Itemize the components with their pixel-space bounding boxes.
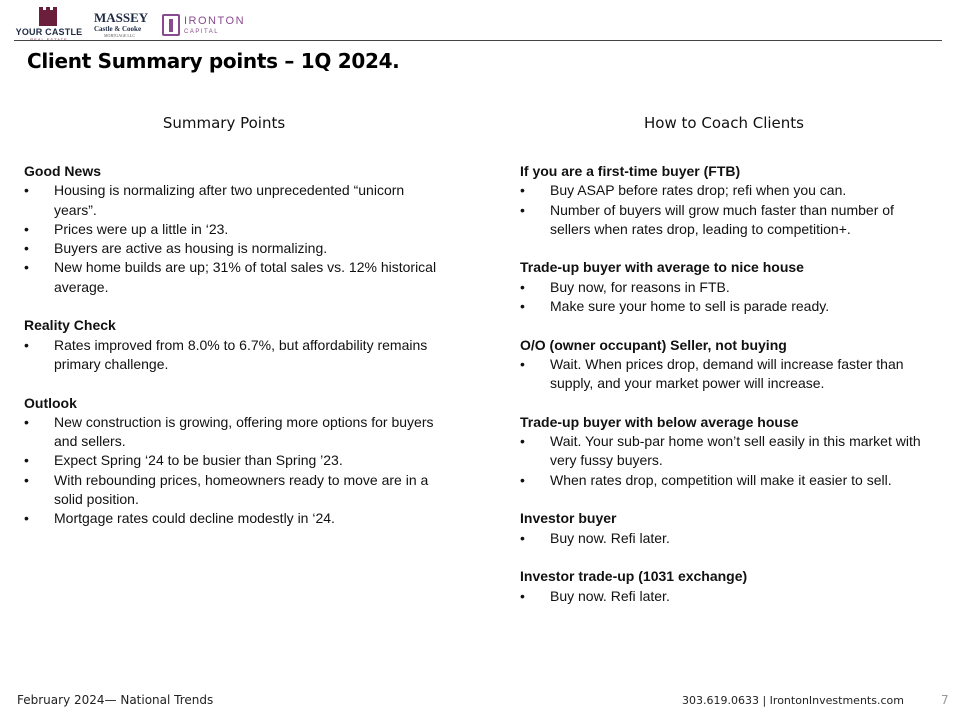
section-trade-up-below-average	[520, 413, 932, 490]
section-title: Investor trade-up (1031 exchange)	[520, 568, 748, 585]
section-reality-check	[24, 316, 444, 374]
section-title: Trade-up buyer with below average house	[520, 413, 799, 430]
coach-clients-heading: How to Coach Clients	[644, 114, 804, 132]
header-logos	[14, 8, 245, 40]
bullet-item: • Wait. When prices drop, demand will increase faster than supply, and your market power will increase.	[520, 355, 932, 394]
header-divider	[14, 40, 942, 41]
massey-logo	[94, 10, 152, 40]
page-number: 7	[941, 693, 949, 707]
footer-date-label: February 2024— National Trends	[17, 693, 214, 707]
section-owner-occupant-seller	[520, 336, 932, 394]
bullet-item: • Buy now. Refi later.	[520, 587, 932, 606]
bullet-item: • New home builds are up; 31% of total sales vs. 12% historical average.	[24, 258, 444, 297]
ironton-logo-name: IRONTON	[184, 14, 246, 27]
massey-logo-name: MASSEY	[94, 10, 149, 25]
ironton-logo	[162, 10, 245, 40]
section-title: Trade-up buyer with average to nice house	[520, 259, 804, 276]
bullet-item: • Buy now. Refi later.	[520, 529, 932, 548]
bullet-item: • With rebounding prices, homeowners ready to move are in a solid position.	[24, 471, 444, 510]
section-outlook	[24, 394, 444, 529]
section-title: Outlook	[24, 394, 77, 411]
section-first-time-buyer	[520, 162, 932, 239]
your-castle-logo	[14, 10, 84, 40]
summary-points-column	[24, 162, 444, 548]
bullet-item: • Rates improved from 8.0% to 6.7%, but affordability remains primary challenge.	[24, 336, 444, 375]
section-investor-trade-up	[520, 567, 932, 606]
section-good-news	[24, 162, 444, 297]
bullet-item: • Housing is normalizing after two unprecedented “unicorn years”.	[24, 181, 444, 220]
ironton-mark-icon	[162, 14, 180, 36]
coach-clients-column	[520, 162, 932, 625]
summary-points-heading: Summary Points	[162, 114, 286, 132]
bullet-item: • Mortgage rates could decline modestly in ‘24.	[24, 509, 444, 528]
section-title: Good News	[24, 163, 102, 179]
slide-title: Client Summary points – 1Q 2024.	[27, 49, 400, 73]
massey-logo-tag: MORTGAGE LLC	[104, 33, 135, 38]
bullet-item: • Prices were up a little in ‘23.	[24, 220, 444, 239]
ironton-logo-sub: CAPITAL	[184, 28, 220, 35]
massey-logo-sub: Castle & Cooke	[94, 25, 142, 33]
section-title: If you are a first-time buyer (FTB)	[520, 163, 741, 179]
section-title: Investor buyer	[520, 510, 617, 527]
bullet-item: • Expect Spring ‘24 to be busier than Spring ’23.	[24, 451, 444, 470]
section-investor-buyer	[520, 509, 932, 548]
bullet-item: • Buy now, for reasons in FTB.	[520, 278, 932, 297]
your-castle-logo-sub: REAL ESTATE	[30, 37, 68, 42]
section-trade-up-nice-house	[520, 258, 932, 316]
section-title: O/O (owner occupant) Seller, not buying	[520, 336, 787, 353]
section-title: Reality Check	[24, 317, 116, 334]
bullet-item: • Make sure your home to sell is parade ready.	[520, 297, 932, 316]
bullet-item: • New construction is growing, offering more options for buyers and sellers.	[24, 413, 444, 452]
your-castle-logo-name: YOUR CASTLE	[15, 27, 83, 37]
bullet-item: • When rates drop, competition will make it easier to sell.	[520, 471, 932, 490]
castle-icon	[39, 10, 57, 26]
bullet-item: • Wait. Your sub-par home won’t sell easily in this market with very fussy buyers.	[520, 432, 932, 471]
footer-contact: 303.619.0633 | IrontonInvestments.com	[682, 694, 904, 707]
bullet-item: • Buy ASAP before rates drop; refi when you can.	[520, 181, 932, 200]
bullet-item: • Number of buyers will grow much faster than number of sellers when rates drop, leading to competition+.	[520, 201, 932, 240]
bullet-item: • Buyers are active as housing is normalizing.	[24, 239, 444, 258]
